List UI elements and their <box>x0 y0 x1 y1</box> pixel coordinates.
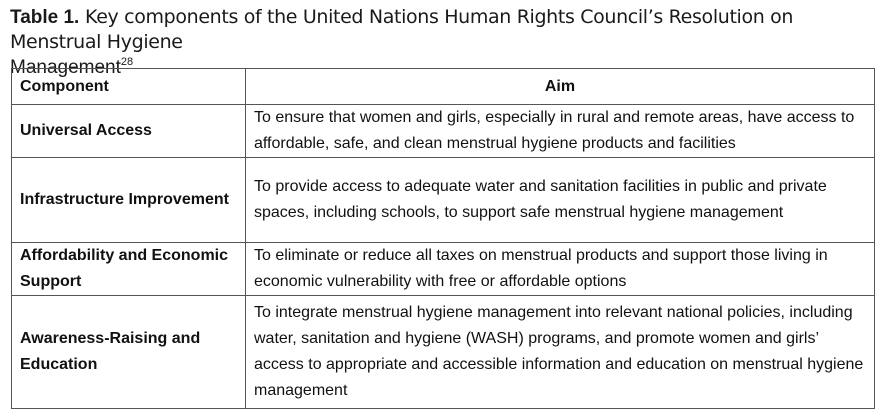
header-component: Component <box>12 69 246 105</box>
caption-label: Table 1. <box>10 7 80 28</box>
aim-cell: To eliminate or reduce all taxes on menstrual products and support those living in economic vulnerability with free or affordable options <box>246 243 875 296</box>
table-row <box>12 105 875 158</box>
header-row <box>12 69 875 105</box>
aim-cell: To integrate menstrual hygiene management into relevant national policies, including water, sanitation and hygiene (WASH) programs, and promote women and girls’ access to appropriate and accessible information and education on menstrual hygiene management <box>246 296 875 409</box>
table-row <box>12 243 875 296</box>
component-cell: Awareness-Raising and Education <box>12 296 246 409</box>
components-table <box>11 68 875 409</box>
component-cell: Universal Access <box>12 105 246 158</box>
component-cell: Infrastructure Improvement <box>12 158 246 243</box>
table-row <box>12 296 875 409</box>
caption-text-continued: Management <box>10 57 121 78</box>
component-cell: Affordability and Economic Support <box>12 243 246 296</box>
caption-text: Key components of the United Nations Human Rights Council’s Resolution on Menstrual Hygiene <box>10 6 794 53</box>
table-row <box>12 158 875 243</box>
footnote-reference: 28 <box>120 56 134 68</box>
header-aim: Aim <box>246 69 875 105</box>
aim-cell: To ensure that women and girls, especially in rural and remote areas, have access to affordable, safe, and clean menstrual hygiene products and facilities <box>246 105 875 158</box>
aim-cell: To provide access to adequate water and sanitation facilities in public and private spaces, including schools, to support safe menstrual hygiene management <box>246 158 875 243</box>
